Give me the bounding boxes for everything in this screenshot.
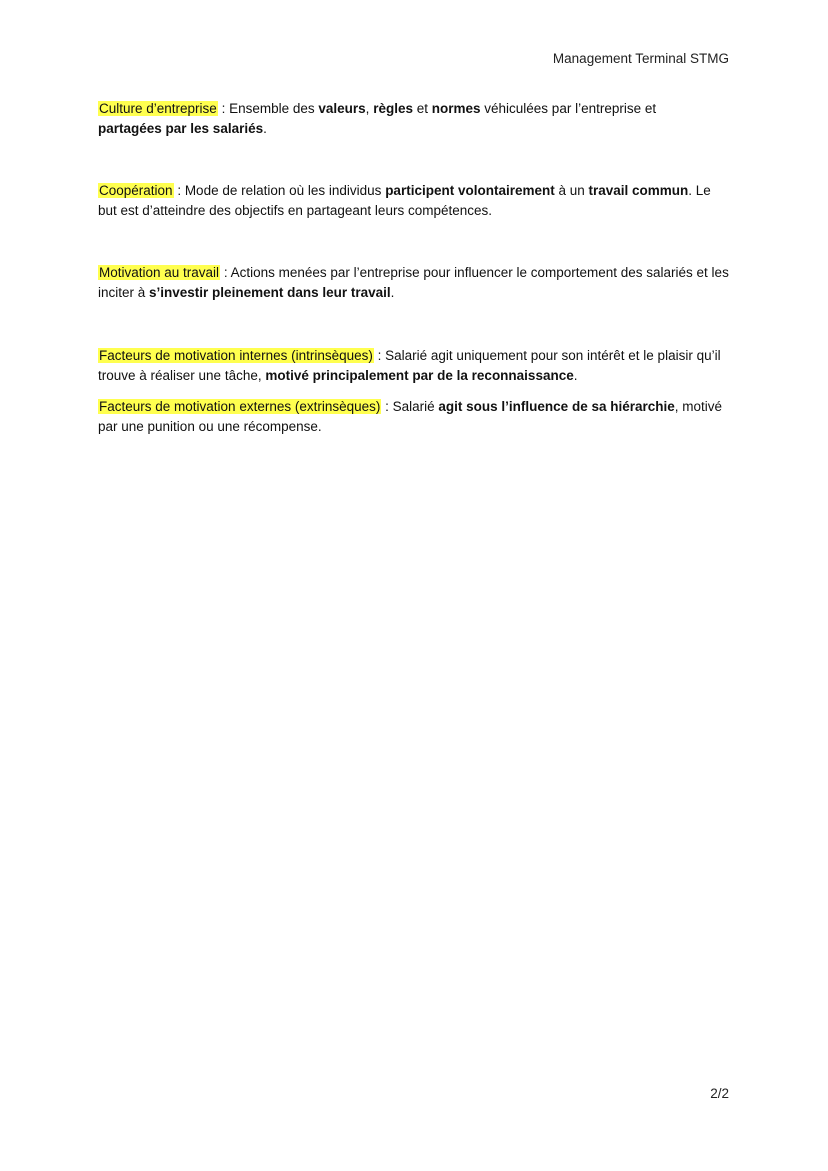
definition-text: : Mode de relation où les individus — [173, 183, 386, 198]
definition-text: et — [412, 101, 432, 116]
definition-text: : Ensemble des — [217, 101, 319, 116]
bold-keyword: normes — [431, 101, 481, 116]
definition-text: . — [573, 368, 578, 383]
definition-text: : Actions menées par l’entreprise pour influencer le comportement des salariés et les inciter à — [98, 265, 729, 300]
page-number: 2/2 — [710, 1086, 729, 1101]
bold-keyword: travail commun — [588, 183, 689, 198]
definition-motivation-au-travail — [98, 263, 730, 303]
definition-text: véhiculées par l’entreprise et — [480, 101, 657, 116]
bold-keyword: participent volontairement — [385, 183, 555, 198]
bold-keyword: agit sous l’influence de sa hiérarchie — [438, 399, 675, 414]
definition-text: , motivé par une punition ou une récompense. — [98, 399, 723, 434]
definition-text: : Salarié agit uniquement pour son intérêt et le plaisir qu’il trouve à réaliser une tâche, — [98, 348, 721, 383]
definition-cooperation — [98, 181, 730, 221]
bold-keyword: motivé principalement par de la reconnaissance — [265, 368, 574, 383]
definition-culture-entreprise — [98, 99, 730, 139]
bold-keyword: règles — [373, 101, 413, 116]
highlighted-term: Culture d’entreprise — [99, 101, 217, 116]
highlighted-term: Facteurs de motivation internes (intrinsèques) — [99, 348, 373, 363]
highlighted-term: Motivation au travail — [99, 265, 220, 280]
highlighted-term: Facteurs de motivation externes (extrinsèques) — [99, 399, 381, 414]
definition-text: , — [365, 101, 374, 116]
page-header: Management Terminal STMG — [552, 51, 729, 66]
bold-keyword: partagées par les salariés — [98, 121, 264, 136]
definition-text: . Le but est d’atteindre des objectifs en partageant leurs compétences. — [98, 183, 711, 218]
definition-text: à un — [554, 183, 589, 198]
definition-text: . — [390, 285, 395, 300]
bold-keyword: s’investir pleinement dans leur travail — [149, 285, 391, 300]
definition-text: : Salarié — [381, 399, 439, 414]
definition-text: . — [263, 121, 267, 136]
definition-facteurs-externes — [98, 397, 730, 437]
highlighted-term: Coopération — [99, 183, 173, 198]
bold-keyword: valeurs — [318, 101, 366, 116]
definition-facteurs-internes — [98, 346, 730, 386]
